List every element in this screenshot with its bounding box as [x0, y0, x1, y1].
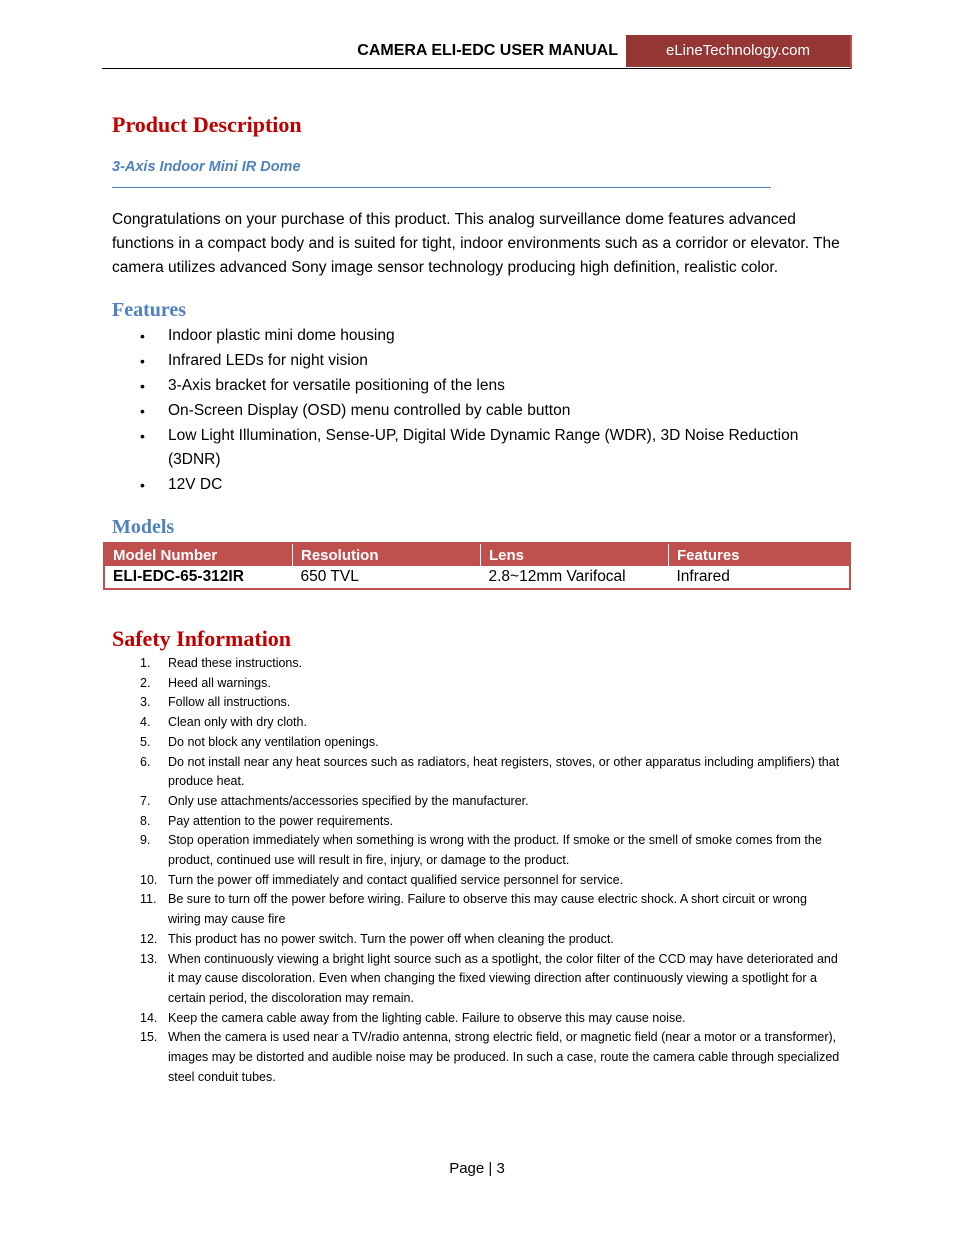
item-number: 8. — [140, 813, 151, 828]
list-item — [140, 792, 840, 812]
bullet-icon: • — [140, 477, 145, 493]
safety-text: When the camera is used near a TV/radio antenna, strong electric field, or magnetic field (near a motor or a transformer), images may be distorted and audible noise may be produced. In such a case, route the camera cable through specialized steel conduit tubes. — [168, 1030, 840, 1084]
item-number: 9. — [140, 833, 151, 848]
list-item — [140, 654, 840, 674]
column-header-lens: Lens — [481, 543, 669, 566]
safety-text: Follow all instructions. — [168, 695, 291, 710]
item-number: 2. — [140, 675, 151, 690]
safety-text: Heed all warnings. — [168, 675, 271, 690]
safety-text: Read these instructions. — [168, 656, 303, 670]
list-item — [140, 1028, 840, 1087]
models-heading: Models — [112, 516, 175, 538]
list-item — [140, 871, 840, 891]
safety-text: Do not block any ventilation openings. — [168, 734, 379, 749]
list-item — [140, 812, 840, 832]
list-item — [140, 890, 840, 929]
bullet-icon: • — [140, 403, 145, 419]
list-item — [140, 674, 840, 694]
list-item — [140, 374, 840, 398]
list-item — [140, 424, 840, 472]
cell-resolution: 650 TVL — [300, 568, 359, 585]
safety-text: Do not install near any heat sources such as radiators, heat registers, stoves, or other apparatus including amplifiers) that produce heat. — [168, 754, 840, 789]
item-number: 14. — [140, 1010, 158, 1025]
header-divider — [102, 68, 851, 69]
list-item — [140, 399, 840, 423]
safety-text: Stop operation immediately when something is wrong with the product. If smoke or the smell of smoke comes from the product, continued use will result in fire, injury, or damage to the product. — [168, 833, 822, 868]
feature-text: Infrared LEDs for night vision — [168, 352, 368, 369]
feature-text: 12V DC — [168, 476, 223, 493]
list-item — [140, 693, 840, 713]
list-item — [140, 473, 840, 497]
list-item — [140, 733, 840, 753]
bullet-icon: • — [140, 328, 145, 344]
list-item — [140, 930, 840, 950]
safety-text: Be sure to turn off the power before wiring. Failure to observe this may cause electric shock. A short circuit or wrong wiring may cause fire — [168, 892, 807, 927]
safety-text: This product has no power switch. Turn the power off when cleaning the product. — [168, 931, 614, 946]
product-description-heading: Product Description — [112, 112, 302, 137]
bullet-icon: • — [140, 353, 145, 369]
list-item — [140, 831, 840, 870]
item-number: 15. — [140, 1030, 158, 1045]
product-subtitle: 3-Axis Indoor Mini IR Dome — [112, 159, 301, 175]
safety-text: Pay attention to the power requirements. — [168, 813, 394, 828]
subtitle-divider — [112, 187, 771, 188]
models-header-row — [104, 543, 850, 566]
list-item — [140, 1009, 840, 1029]
table-row — [104, 566, 850, 589]
cell-model-number: ELI-EDC-65-312IR — [113, 568, 244, 585]
list-item — [140, 950, 840, 1009]
manual-title: CAMERA ELI-EDC USER MANUAL — [357, 42, 618, 59]
safety-text: When continuously viewing a bright light source such as a spotlight, the color filter of the CCD may have deteriorated and it may cause discoloration. Even when changing the fixed viewing direction after continuously viewing a spotlight for a certain period, the discoloration may remain. — [168, 951, 838, 1005]
site-badge: eLineTechnology.com — [626, 35, 850, 67]
feature-text: On-Screen Display (OSD) menu controlled by cable button — [168, 402, 571, 419]
column-header-features: Features — [669, 543, 851, 566]
item-number: 1. — [140, 656, 151, 670]
item-number: 10. — [140, 872, 158, 887]
safety-text: Turn the power off immediately and contact qualified service personnel for service. — [168, 872, 624, 887]
page-number: Page | 3 — [449, 1160, 505, 1177]
list-item — [140, 753, 840, 792]
feature-text: Indoor plastic mini dome housing — [168, 327, 395, 344]
feature-text: 3-Axis bracket for versatile positioning of the lens — [168, 377, 505, 394]
list-item — [140, 713, 840, 733]
item-number: 4. — [140, 715, 151, 730]
features-list — [140, 324, 840, 498]
safety-text: Clean only with dry cloth. — [168, 715, 307, 730]
intro-paragraph: Congratulations on your purchase of this product. This analog surveillance dome features advanced functions in a compact body and is suited for tight, indoor environments such as a corridor or elevator. The camera utilizes advanced Sony image sensor technology producing high definition, realistic color. — [112, 211, 840, 276]
safety-information-heading: Safety Information — [112, 626, 292, 651]
item-number: 11. — [140, 892, 157, 907]
bullet-icon: • — [140, 378, 145, 394]
list-item — [140, 324, 840, 348]
bullet-icon: • — [140, 428, 145, 444]
column-header-resolution: Resolution — [293, 543, 481, 566]
list-item — [140, 349, 840, 373]
item-number: 7. — [140, 793, 151, 808]
cell-lens: 2.8~12mm Varifocal — [488, 568, 626, 585]
cell-features: Infrared — [676, 568, 730, 585]
item-number: 13. — [140, 951, 158, 966]
safety-text: Keep the camera cable away from the lighting cable. Failure to observe this may cause noise. — [168, 1010, 686, 1025]
features-heading: Features — [112, 299, 187, 321]
safety-text: Only use attachments/accessories specified by the manufacturer. — [168, 793, 529, 808]
item-number: 12. — [140, 931, 158, 946]
models-table — [103, 542, 851, 590]
item-number: 5. — [140, 734, 151, 749]
column-header-model-number: Model Number — [104, 543, 293, 566]
item-number: 6. — [140, 754, 151, 769]
feature-text: Low Light Illumination, Sense-UP, Digital Wide Dynamic Range (WDR), 3D Noise Reduction (3DNR) — [168, 427, 799, 468]
safety-list — [140, 654, 840, 1087]
item-number: 3. — [140, 695, 151, 710]
